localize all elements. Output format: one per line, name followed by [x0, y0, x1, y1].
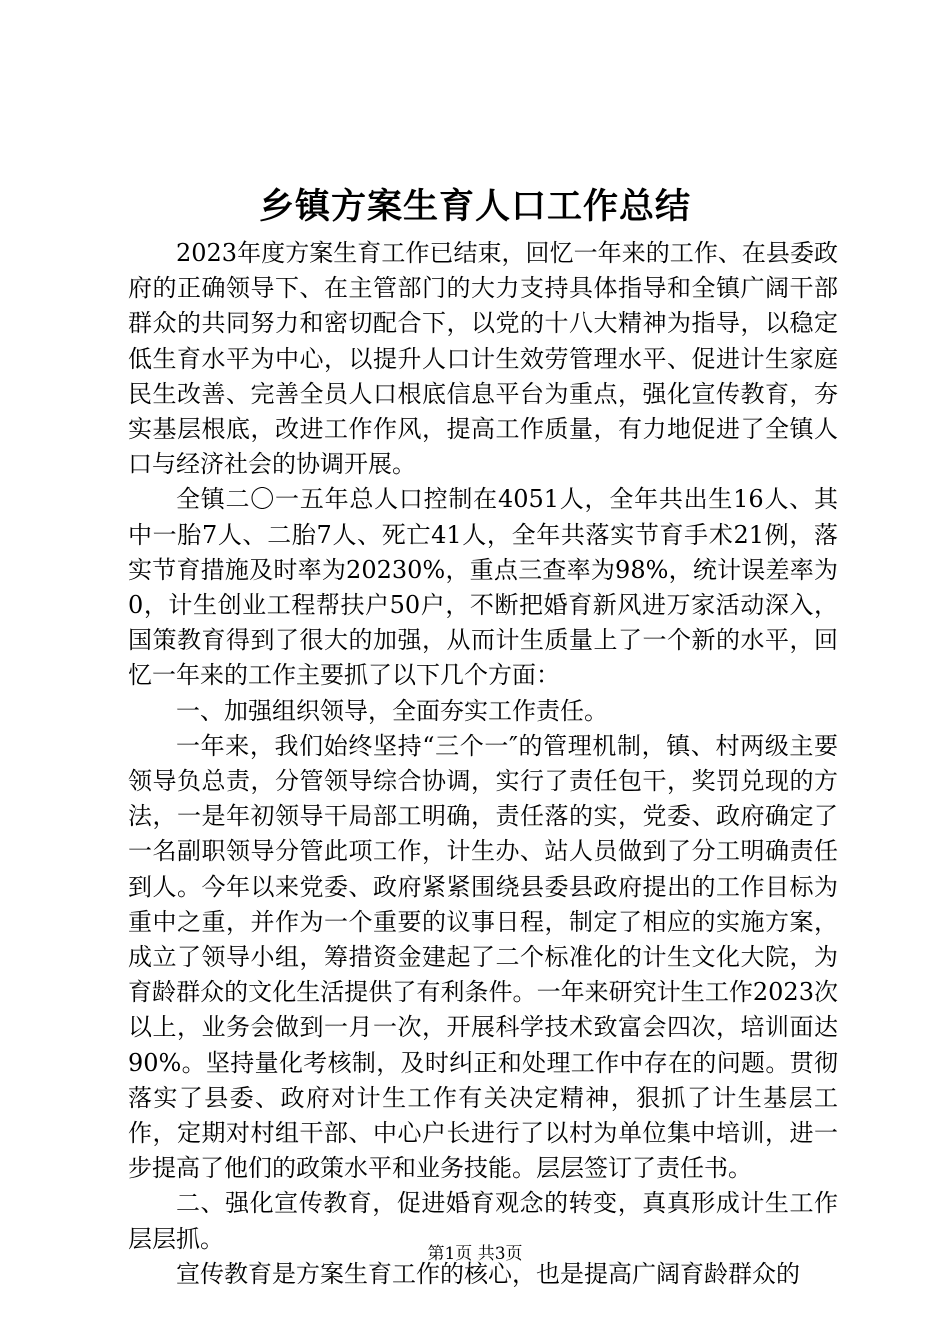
document-body [128, 236, 838, 1292]
page-footer [0, 1242, 950, 1266]
page-total: 共3页 [477, 1244, 523, 1264]
paragraph-statistics: 全镇二〇一五年总人口控制在4051人，全年共出生16人、其中一胎7人、二胎7人、死亡41人，全年共落实节育手术21例，落实节育措施及时率为20230%，重点三查率为98%，统计误差率为0，计生创业工程帮扶户50户，不断把婚育新风进万家活动深入，国策教育得到了很大的加强，从而计生质量上了一个新的水平，回忆一年来的工作主要抓了以下几个方面： [128, 485, 838, 690]
paragraph-section-2: 宣传教育是方案生育工作的核心，也是提高广阔育龄群众的 [176, 1259, 800, 1288]
page-number: 第1页 [427, 1244, 473, 1264]
section-heading-2: 二、强化宣传教育，促进婚育观念的转变，真真形成计生工作层层抓。 [128, 1189, 838, 1253]
paragraph-intro: 2023年度方案生育工作已结束，回忆一年来的工作、在县委政府的正确领导下、在主管部门的大力支持具体指导和全镇广阔干部群众的共同努力和密切配合下，以党的十八大精神为指导，以稳定低生育水平为中心，以提升人口计生效劳管理水平、促进计生家庭民生改善、完善全员人口根底信息平台为重点，强化宣传教育，夯实基层根底，改进工作作风，提高工作质量，有力地促进了全镇人口与经济社会的协调开展。 [128, 239, 838, 479]
paragraph-section-1: 一年来，我们始终坚持“三个一″的管理机制，镇、村两级主要领导负总责，分管领导综合协调，实行了责任包干，奖罚兑现的方法，一是年初领导干局部工明确，责任落的实，党委、政府确定了一名副职领导分管此项工作，计生办、站人员做到了分工明确责任到人。今年以来党委、政府紧紧围绕县委县政府提出的工作目标为重中之重，并作为一个重要的议事日程，制定了相应的实施方案，成立了领导小组，筹措资金建起了二个标准化的计生文化大院，为育龄群众的文化生活提供了有利条件。一年来研究计生工作2023次以上，业务会做到一月一次，开展科学技术致富会四次，培训面达90%。坚持量化考核制，及时纠正和处理工作中存在的问题。贯彻落实了县委、政府对计生工作有关决定精神，狠抓了计生基层工作，定期对村组干部、中心户长进行了以村为单位集中培训，进一步提高了他们的政策水平和业务技能。层层签订了责任书。 [128, 731, 838, 1183]
section-heading-1: 一、加强组织领导，全面夯实工作责任。 [176, 696, 608, 725]
document-title: 乡镇方案生育人口工作总结 [258, 186, 691, 227]
